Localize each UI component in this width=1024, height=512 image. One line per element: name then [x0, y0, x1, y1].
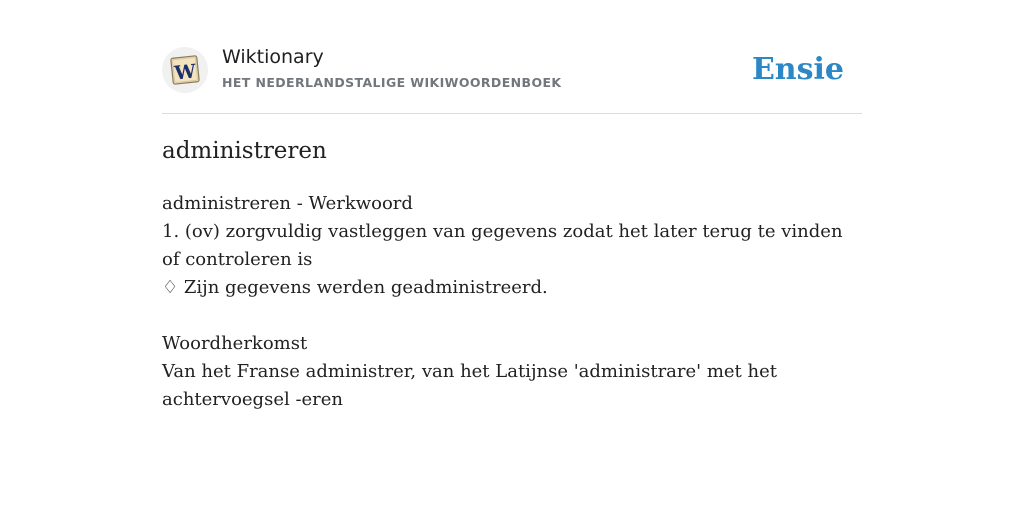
site-tagline: HET NEDERLANDSTALIGE WIKIWOORDENBOEK: [222, 75, 562, 90]
wiktionary-logo-icon[interactable]: [162, 47, 208, 93]
etymology-heading: Woordherkomst: [162, 333, 308, 354]
page-title: administreren: [162, 138, 327, 164]
spacer: [162, 302, 862, 330]
site-name[interactable]: Wiktionary: [222, 46, 324, 68]
example-sentence: ♢ Zijn gegevens werden geadministreerd.: [162, 277, 548, 298]
entry-content: [162, 190, 862, 414]
svg-text:W: W: [173, 60, 198, 85]
site-header: [162, 44, 862, 114]
brand-logo[interactable]: Ensie: [751, 52, 844, 87]
etymology-text: Van het Franse administrer, van het Latijnse 'administrare' met het achtervoegsel -eren: [162, 361, 777, 410]
definition: 1. (ov) zorgvuldig vastleggen van gegevens zodat het later terug te vinden of controleren is: [162, 221, 843, 270]
part-of-speech-line: administreren - Werkwoord: [162, 193, 413, 214]
